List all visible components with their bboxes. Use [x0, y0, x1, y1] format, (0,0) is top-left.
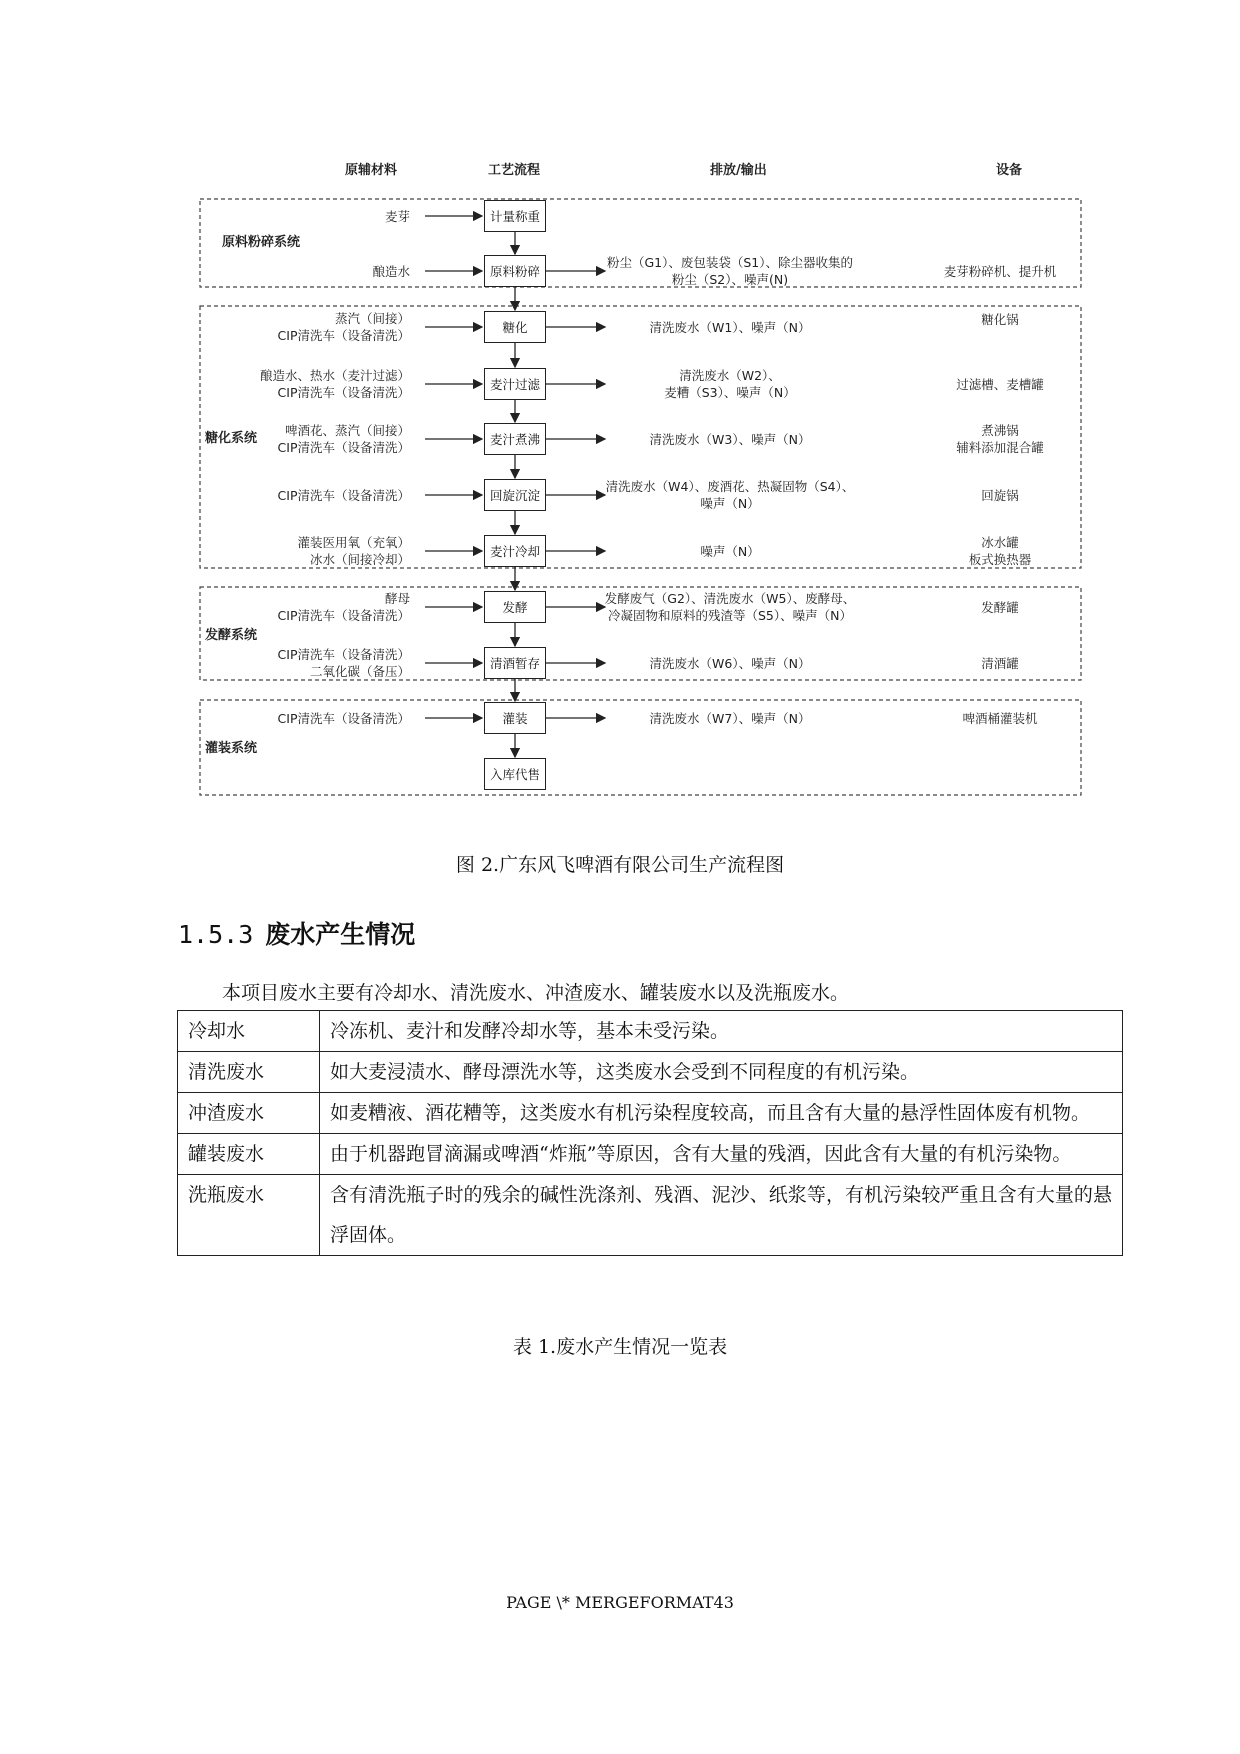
output-emissions — [595, 543, 865, 560]
wastewater-type: 冷却水 — [178, 1011, 320, 1052]
input-materials-line: CIP清洗车（设备清洗） — [277, 328, 410, 343]
wastewater-table — [177, 1010, 1123, 1256]
output-emissions-line: 清洗废水（W2）、 — [679, 368, 781, 383]
system-label: 糖化系统 — [205, 431, 258, 446]
section-title: 废水产生情况 — [265, 920, 416, 949]
output-emissions-line: 发酵废气（G2）、清洗废水（W5）、废酵母、 — [604, 591, 856, 606]
production-flowchart — [0, 0, 1240, 820]
equipment-name-line: 煮沸锅 — [981, 423, 1019, 438]
output-emissions — [595, 655, 865, 672]
equipment-name — [930, 376, 1070, 393]
output-emissions-line: 清洗废水（W6）、噪声（N） — [649, 655, 811, 671]
wastewater-type: 洗瓶废水 — [178, 1175, 320, 1256]
input-materials-line: 冰水（间接冷却） — [309, 552, 410, 567]
process-node: 麦汁过滤 — [484, 368, 546, 400]
header-output: 排放/输出 — [710, 163, 767, 178]
wastewater-desc: 含有清洗瓶子时的残余的碱性洗涤剂、残酒、泥沙、纸浆等，有机污染较严重且含有大量的悬浮固体。 — [320, 1175, 1123, 1256]
input-materials-line: 酿造水 — [372, 263, 410, 279]
input-materials-line: 酿造水、热水（麦汁过滤） — [259, 368, 410, 383]
output-emissions — [595, 367, 865, 401]
input-materials — [200, 590, 410, 624]
input-materials-line: 蒸汽（间接） — [334, 311, 410, 326]
equipment-name — [930, 263, 1070, 280]
wastewater-type: 冲渣废水 — [178, 1093, 320, 1134]
system-label: 发酵系统 — [205, 628, 258, 643]
equipment-name-line: 冰水罐 — [981, 535, 1019, 550]
equipment-name — [930, 599, 1070, 616]
system-label: 灌装系统 — [205, 741, 258, 756]
output-emissions-line: 噪声（N） — [700, 496, 760, 511]
section-number: 1.5.3 — [178, 920, 254, 949]
equipment-name — [930, 311, 1070, 328]
input-materials — [200, 710, 410, 727]
process-node: 发酵 — [484, 591, 546, 623]
equipment-name-line: 过滤槽、麦槽罐 — [956, 376, 1044, 392]
output-emissions-line: 冷凝固物和原料的残渣等（S5）、噪声（N） — [608, 608, 852, 623]
equipment-name — [930, 487, 1070, 504]
input-materials-line: 二氧化碳（备压） — [309, 664, 410, 679]
equipment-name-line: 啤酒桶灌装机 — [962, 710, 1038, 726]
input-materials — [200, 487, 410, 504]
equipment-name — [930, 710, 1070, 727]
table-row — [178, 1052, 1123, 1093]
output-emissions-line: 清洗废水（W4）、废酒花、热凝固物（S4）、 — [605, 479, 855, 494]
table-caption: 表 1.废水产生情况一览表 — [512, 1336, 728, 1358]
output-emissions — [595, 319, 865, 336]
equipment-name — [930, 534, 1070, 568]
input-materials-line: CIP清洗车（设备清洗） — [277, 487, 410, 503]
input-materials — [200, 646, 410, 680]
process-node: 原料粉碎 — [484, 255, 546, 287]
output-emissions — [595, 590, 865, 624]
equipment-name-line: 回旋锅 — [981, 487, 1019, 503]
header-materials: 原辅材料 — [345, 163, 398, 178]
equipment-name-line: 发酵罐 — [981, 599, 1019, 615]
input-materials — [200, 534, 410, 568]
section-heading — [178, 915, 415, 951]
input-materials-line: 麦芽 — [384, 208, 410, 224]
system-label: 原料粉碎系统 — [222, 235, 301, 250]
output-emissions — [595, 710, 865, 727]
input-materials-line: 灌装医用氧（充氧） — [297, 535, 410, 550]
output-emissions-line: 粉尘（S2）、噪声(N) — [671, 272, 789, 287]
equipment-name-line: 麦芽粉碎机、提升机 — [943, 263, 1057, 279]
process-node: 糖化 — [484, 311, 546, 343]
wastewater-desc: 如麦糟液、酒花糟等，这类废水有机污染程度较高，而且含有大量的悬浮性固体废有机物。 — [320, 1093, 1123, 1134]
output-emissions — [595, 478, 865, 512]
process-node: 计量称重 — [484, 200, 546, 232]
input-materials — [200, 263, 410, 280]
table-row — [178, 1093, 1123, 1134]
input-materials-line: CIP清洗车（设备清洗） — [277, 608, 410, 623]
output-emissions-line: 粉尘（G1）、废包装袋（S1）、除尘器收集的 — [606, 255, 854, 270]
equipment-name-line: 糖化锅 — [981, 311, 1019, 327]
wastewater-desc: 由于机器跑冒滴漏或啤酒“炸瓶”等原因，含有大量的残酒，因此含有大量的有机污染物。 — [320, 1134, 1123, 1175]
input-materials — [200, 367, 410, 401]
input-materials-line: CIP清洗车（设备清洗） — [277, 647, 410, 662]
input-materials-line: 酵母 — [384, 591, 410, 606]
output-emissions-line: 清洗废水（W3）、噪声（N） — [649, 431, 811, 447]
wastewater-type: 罐装废水 — [178, 1134, 320, 1175]
figure-caption: 图 2.广东风飞啤酒有限公司生产流程图 — [455, 854, 785, 876]
header-equipment: 设备 — [996, 163, 1023, 178]
process-node: 入库代售 — [484, 758, 546, 790]
input-materials — [200, 208, 410, 225]
output-emissions-line: 清洗废水（W7）、噪声（N） — [649, 710, 811, 726]
equipment-name-line: 板式换热器 — [968, 552, 1032, 567]
process-node: 回旋沉淀 — [484, 479, 546, 511]
process-node: 麦汁煮沸 — [484, 423, 546, 455]
wastewater-desc: 如大麦浸渍水、酵母漂洗水等，这类废水会受到不同程度的有机污染。 — [320, 1052, 1123, 1093]
process-node: 麦汁冷却 — [484, 535, 546, 567]
output-emissions-line: 噪声（N） — [700, 543, 760, 559]
wastewater-type: 清洗废水 — [178, 1052, 320, 1093]
process-node: 清酒暂存 — [484, 647, 546, 679]
equipment-name — [930, 655, 1070, 672]
output-emissions — [595, 431, 865, 448]
intro-paragraph: 本项目废水主要有冷却水、清洗废水、冲渣废水、罐装废水以及洗瓶废水。 — [222, 982, 850, 1004]
input-materials — [200, 310, 410, 344]
input-materials — [200, 422, 410, 456]
flowchart-lines — [0, 0, 1240, 820]
input-materials-line: CIP清洗车（设备清洗） — [277, 710, 410, 726]
table-row — [178, 1134, 1123, 1175]
table-row — [178, 1011, 1123, 1052]
table-row — [178, 1175, 1123, 1256]
output-emissions-line: 麦糟（S3）、噪声（N） — [664, 385, 796, 400]
process-node: 灌装 — [484, 702, 546, 734]
input-materials-line: 啤酒花、蒸汽（间接） — [284, 423, 410, 438]
equipment-name — [930, 422, 1070, 456]
header-process: 工艺流程 — [488, 163, 541, 178]
page-footer: PAGE \* MERGEFORMAT43 — [506, 1593, 734, 1612]
input-materials-line: CIP清洗车（设备清洗） — [277, 440, 410, 455]
wastewater-desc: 冷冻机、麦汁和发酵冷却水等，基本未受污染。 — [320, 1011, 1123, 1052]
equipment-name-line: 清酒罐 — [981, 655, 1019, 671]
equipment-name-line: 辅料添加混合罐 — [956, 440, 1044, 455]
output-emissions-line: 清洗废水（W1）、噪声（N） — [649, 319, 811, 335]
input-materials-line: CIP清洗车（设备清洗） — [277, 385, 410, 400]
output-emissions — [595, 254, 865, 288]
